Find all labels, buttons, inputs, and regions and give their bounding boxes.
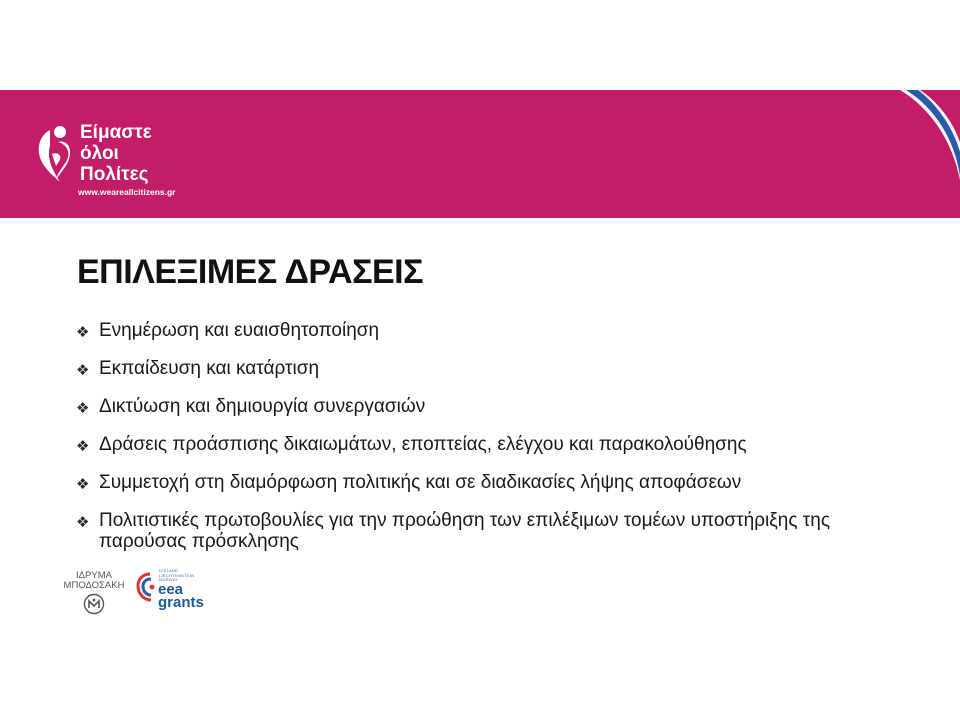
bodossaki-line-2: ΜΠΟΔΟΣΑΚΗ <box>63 580 125 591</box>
heart-figure-icon <box>36 124 74 182</box>
brand-logo[interactable] <box>36 122 236 202</box>
sponsor-logos <box>62 568 232 618</box>
list-item <box>76 320 876 341</box>
diamond-bullet-icon: ❖ <box>76 324 90 341</box>
bodossaki-emblem-icon <box>83 593 105 615</box>
diamond-bullet-icon: ❖ <box>76 476 90 493</box>
bodossaki-line-1: ΙΔΡΥΜΑ <box>76 570 112 581</box>
list-item-text: Δικτύωση και δημιουργία συνεργασιών <box>99 396 426 417</box>
eea-country: ICELAND <box>159 568 179 573</box>
list-item-text: Εκπαίδευση και κατάρτιση <box>99 358 320 379</box>
grants-word: grants <box>158 594 204 611</box>
list-item <box>76 358 876 379</box>
list-item <box>76 396 876 417</box>
list-item <box>76 434 876 455</box>
list-item <box>76 472 876 493</box>
eea-country: LIECHTENSTEIN <box>159 572 195 578</box>
diamond-bullet-icon: ❖ <box>76 514 90 531</box>
slide-title: ΕΠΙΛΕΞΙΜΕΣ ΔΡΑΣΕΙΣ <box>77 253 424 291</box>
list-item-text: Συμμετοχή στη διαμόρφωση πολιτικής και σε διαδικασίες λήψης αποφάσεων <box>99 472 742 493</box>
blue-swoosh-decoration <box>900 90 960 180</box>
brand-url: www.weareallcitizens.gr <box>78 187 176 197</box>
list-item <box>76 510 876 552</box>
brand-name-line-1: Είμαστε <box>80 122 152 143</box>
brand-name-line-3: Πολίτες <box>80 164 149 185</box>
actions-list <box>76 320 876 569</box>
eea-word: eea <box>158 581 184 598</box>
eea-grants-mark-icon <box>136 570 158 604</box>
eea-country: NORWAY <box>159 577 179 582</box>
list-item-text: Πολιτιστικές πρωτοβουλίες για την προώθηση των επιλέξιμων τομέων υποστήριξης της παρούσας πρόσκλησης <box>99 510 830 552</box>
list-item-text: Δράσεις προάσπισης δικαιωμάτων, εποπτείας, ελέγχου και παρακολούθησης <box>99 434 747 455</box>
brand-name-line-2: όλοι <box>80 143 119 164</box>
diamond-bullet-icon: ❖ <box>76 438 90 455</box>
diamond-bullet-icon: ❖ <box>76 400 90 417</box>
bodossaki-foundation-logo <box>62 571 126 615</box>
diamond-bullet-icon: ❖ <box>76 362 90 379</box>
list-item-text: Ενημέρωση και ευαισθητοποίηση <box>99 320 380 341</box>
eea-grants-logo <box>136 568 226 618</box>
